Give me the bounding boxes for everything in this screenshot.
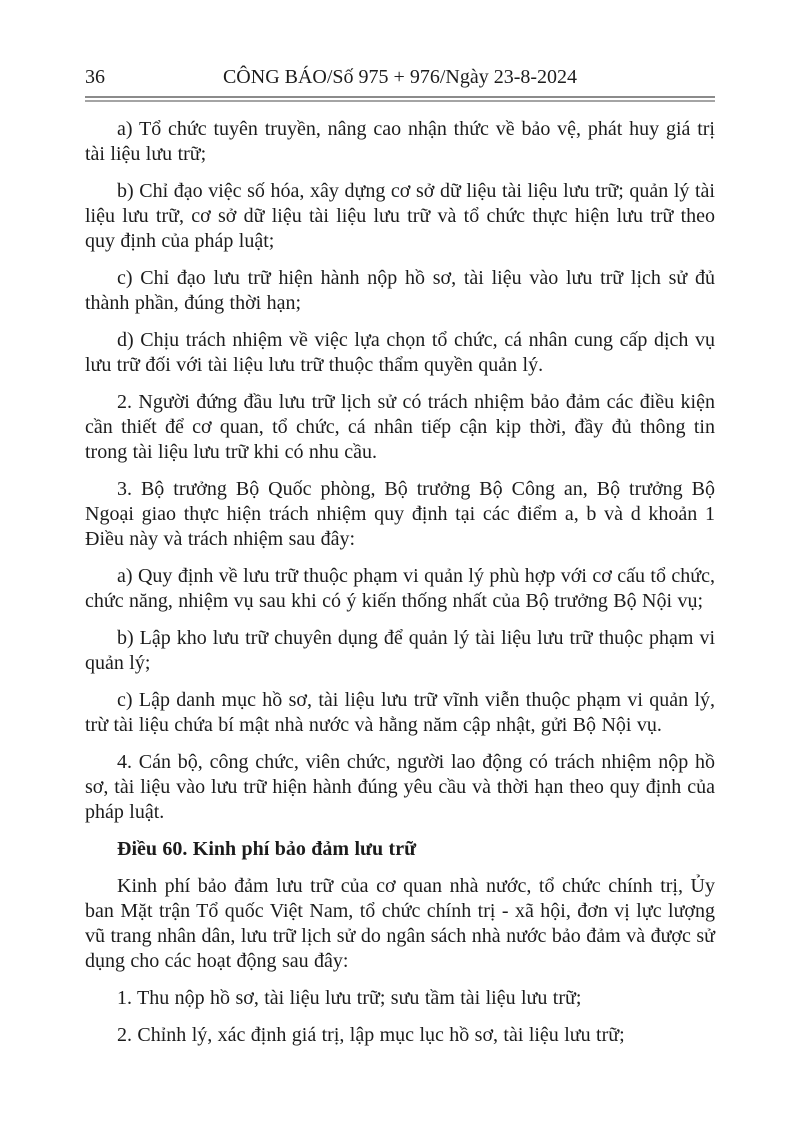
paragraph: 4. Cán bộ, công chức, viên chức, người lao động có trách nhiệm nộp hồ sơ, tài liệu vào lưu trữ hiện hành đúng yêu cầu và thời hạn theo quy định của pháp luật. [85, 751, 715, 823]
paragraph: b) Chỉ đạo việc số hóa, xây dựng cơ sở dữ liệu tài liệu lưu trữ; quản lý tài liệu lưu trữ, cơ sở dữ liệu tài liệu lưu trữ và tổ chức thực hiện lưu trữ theo quy định của pháp luật; [85, 180, 715, 252]
paragraph: c) Chỉ đạo lưu trữ hiện hành nộp hồ sơ, tài liệu vào lưu trữ lịch sử đủ thành phần, đúng thời hạn; [85, 267, 715, 314]
paragraph: 3. Bộ trưởng Bộ Quốc phòng, Bộ trưởng Bộ Công an, Bộ trưởng Bộ Ngoại giao thực hiện trách nhiệm quy định tại các điểm a, b và d khoản 1 Điều này và trách nhiệm sau đây: [85, 478, 715, 550]
paragraph: 1. Thu nộp hồ sơ, tài liệu lưu trữ; sưu tầm tài liệu lưu trữ; [117, 987, 582, 1009]
page-number: 36 [85, 66, 105, 88]
document-body [85, 117, 715, 1048]
header-divider [85, 96, 715, 102]
page-header [85, 64, 715, 90]
paragraph: c) Lập danh mục hồ sơ, tài liệu lưu trữ vĩnh viễn thuộc phạm vi quản lý, trừ tài liệu chứa bí mật nhà nước và hằng năm cập nhật, gửi Bộ Nội vụ. [85, 689, 715, 736]
paragraph: b) Lập kho lưu trữ chuyên dụng để quản lý tài liệu lưu trữ thuộc phạm vi quản lý; [85, 627, 715, 674]
paragraph: Kinh phí bảo đảm lưu trữ của cơ quan nhà nước, tổ chức chính trị, Ủy ban Mặt trận Tổ quốc Việt Nam, tổ chức chính trị - xã hội, đơn vị lực lượng vũ trang nhân dân, lưu trữ lịch sử do ngân sách nhà nước bảo đảm và được sử dụng cho các hoạt động sau đây: [85, 875, 715, 972]
paragraph: a) Tổ chức tuyên truyền, nâng cao nhận thức về bảo vệ, phát huy giá trị tài liệu lưu trữ; [85, 118, 715, 165]
paragraph: a) Quy định về lưu trữ thuộc phạm vi quản lý phù hợp với cơ cấu tổ chức, chức năng, nhiệm vụ sau khi có ý kiến thống nhất của Bộ trưởng Bộ Nội vụ; [85, 565, 715, 612]
paragraph: 2. Người đứng đầu lưu trữ lịch sử có trách nhiệm bảo đảm các điều kiện cần thiết để cơ quan, tổ chức, cá nhân tiếp cận kịp thời, đầy đủ thông tin trong tài liệu lưu trữ khi có nhu cầu. [85, 391, 715, 463]
article-heading: Điều 60. Kinh phí bảo đảm lưu trữ [117, 838, 417, 860]
paragraph: 2. Chỉnh lý, xác định giá trị, lập mục lục hồ sơ, tài liệu lưu trữ; [117, 1024, 625, 1046]
header-title: CÔNG BÁO/Số 975 + 976/Ngày 23-8-2024 [222, 66, 578, 88]
paragraph: d) Chịu trách nhiệm về việc lựa chọn tổ chức, cá nhân cung cấp dịch vụ lưu trữ đối với tài liệu lưu trữ thuộc thẩm quyền quản lý. [85, 329, 715, 376]
